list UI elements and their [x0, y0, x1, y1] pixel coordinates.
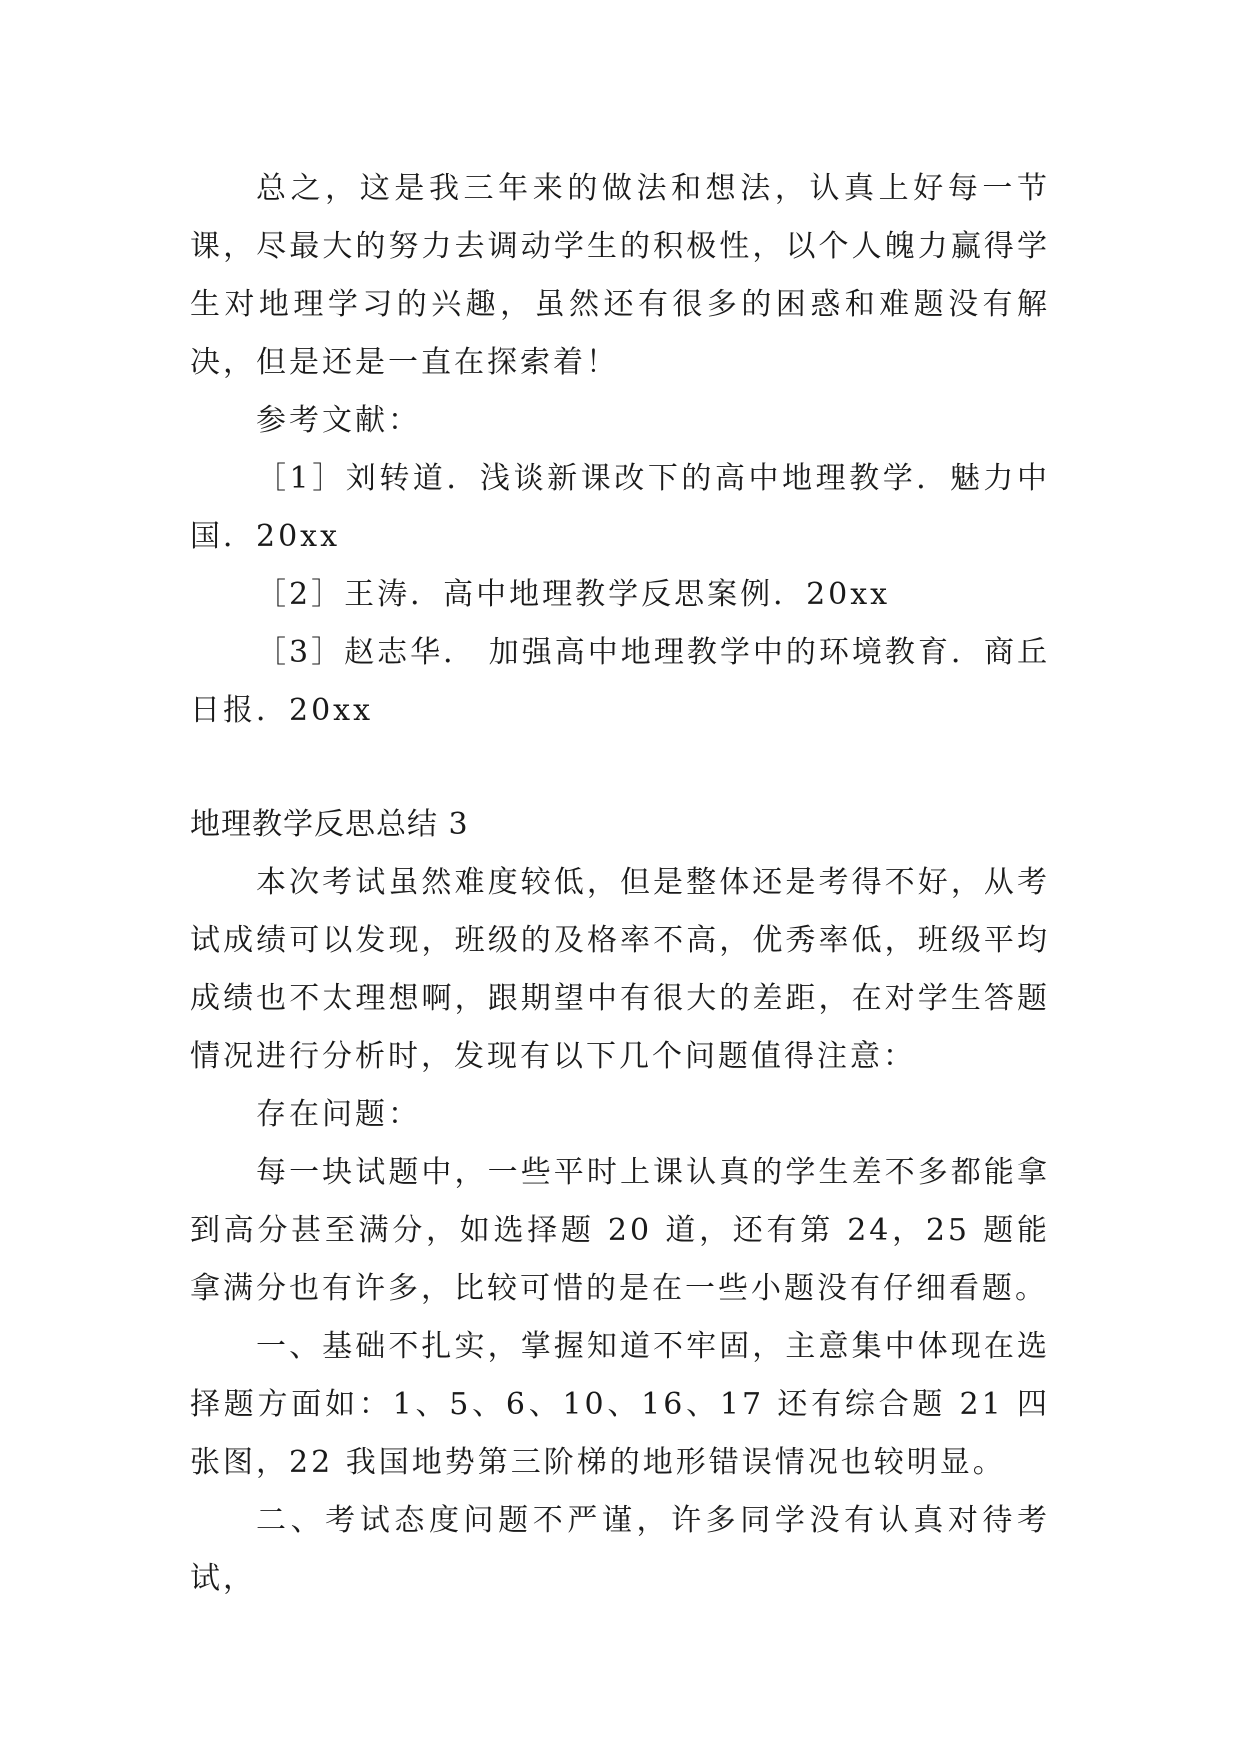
paragraph-issue-2: 二、考试态度问题不严谨，许多同学没有认真对待考试， [190, 1503, 1050, 1596]
reference-2: ［2］王涛．高中地理教学反思案例．20xx [256, 577, 891, 612]
section-title: 地理教学反思总结 3 [190, 807, 469, 842]
section-gap [190, 740, 1050, 796]
references-label: 参考文献： [256, 403, 421, 438]
document-page [190, 160, 1050, 1608]
reference-1: ［1］刘转道．浅谈新课改下的高中地理教学．魅力中国．20xx [190, 461, 1050, 554]
paragraph-question-blocks: 每一块试题中，一些平时上课认真的学生差不多都能拿到高分甚至满分，如选择题 20 道，还有第 24，25 题能拿满分也有许多，比较可惜的是在一些小题没有仔细看题。 [190, 1155, 1050, 1306]
paragraph-exam-overview: 本次考试虽然难度较低，但是整体还是考得不好，从考试成绩可以发现，班级的及格率不高，优秀率低，班级平均成绩也不太理想啊，跟期望中有很大的差距，在对学生答题情况进行分析时，发现有以下几个问题值得注意： [190, 865, 1050, 1074]
paragraph-issue-1: 一、基础不扎实，掌握知道不牢固，主意集中体现在选择题方面如：1、5、6、10、16、17 还有综合题 21 四张图，22 我国地势第三阶梯的地形错误情况也较明显。 [190, 1329, 1050, 1480]
reference-3: ［3］赵志华． 加强高中地理教学中的环境教育．商丘日报．20xx [190, 635, 1050, 728]
paragraph-conclusion: 总之，这是我三年来的做法和想法，认真上好每一节课，尽最大的努力去调动学生的积极性，以个人魄力赢得学生对地理学习的兴趣，虽然还有很多的困惑和难题没有解决，但是还是一直在探索着！ [190, 171, 1050, 380]
issues-label: 存在问题： [256, 1097, 421, 1132]
